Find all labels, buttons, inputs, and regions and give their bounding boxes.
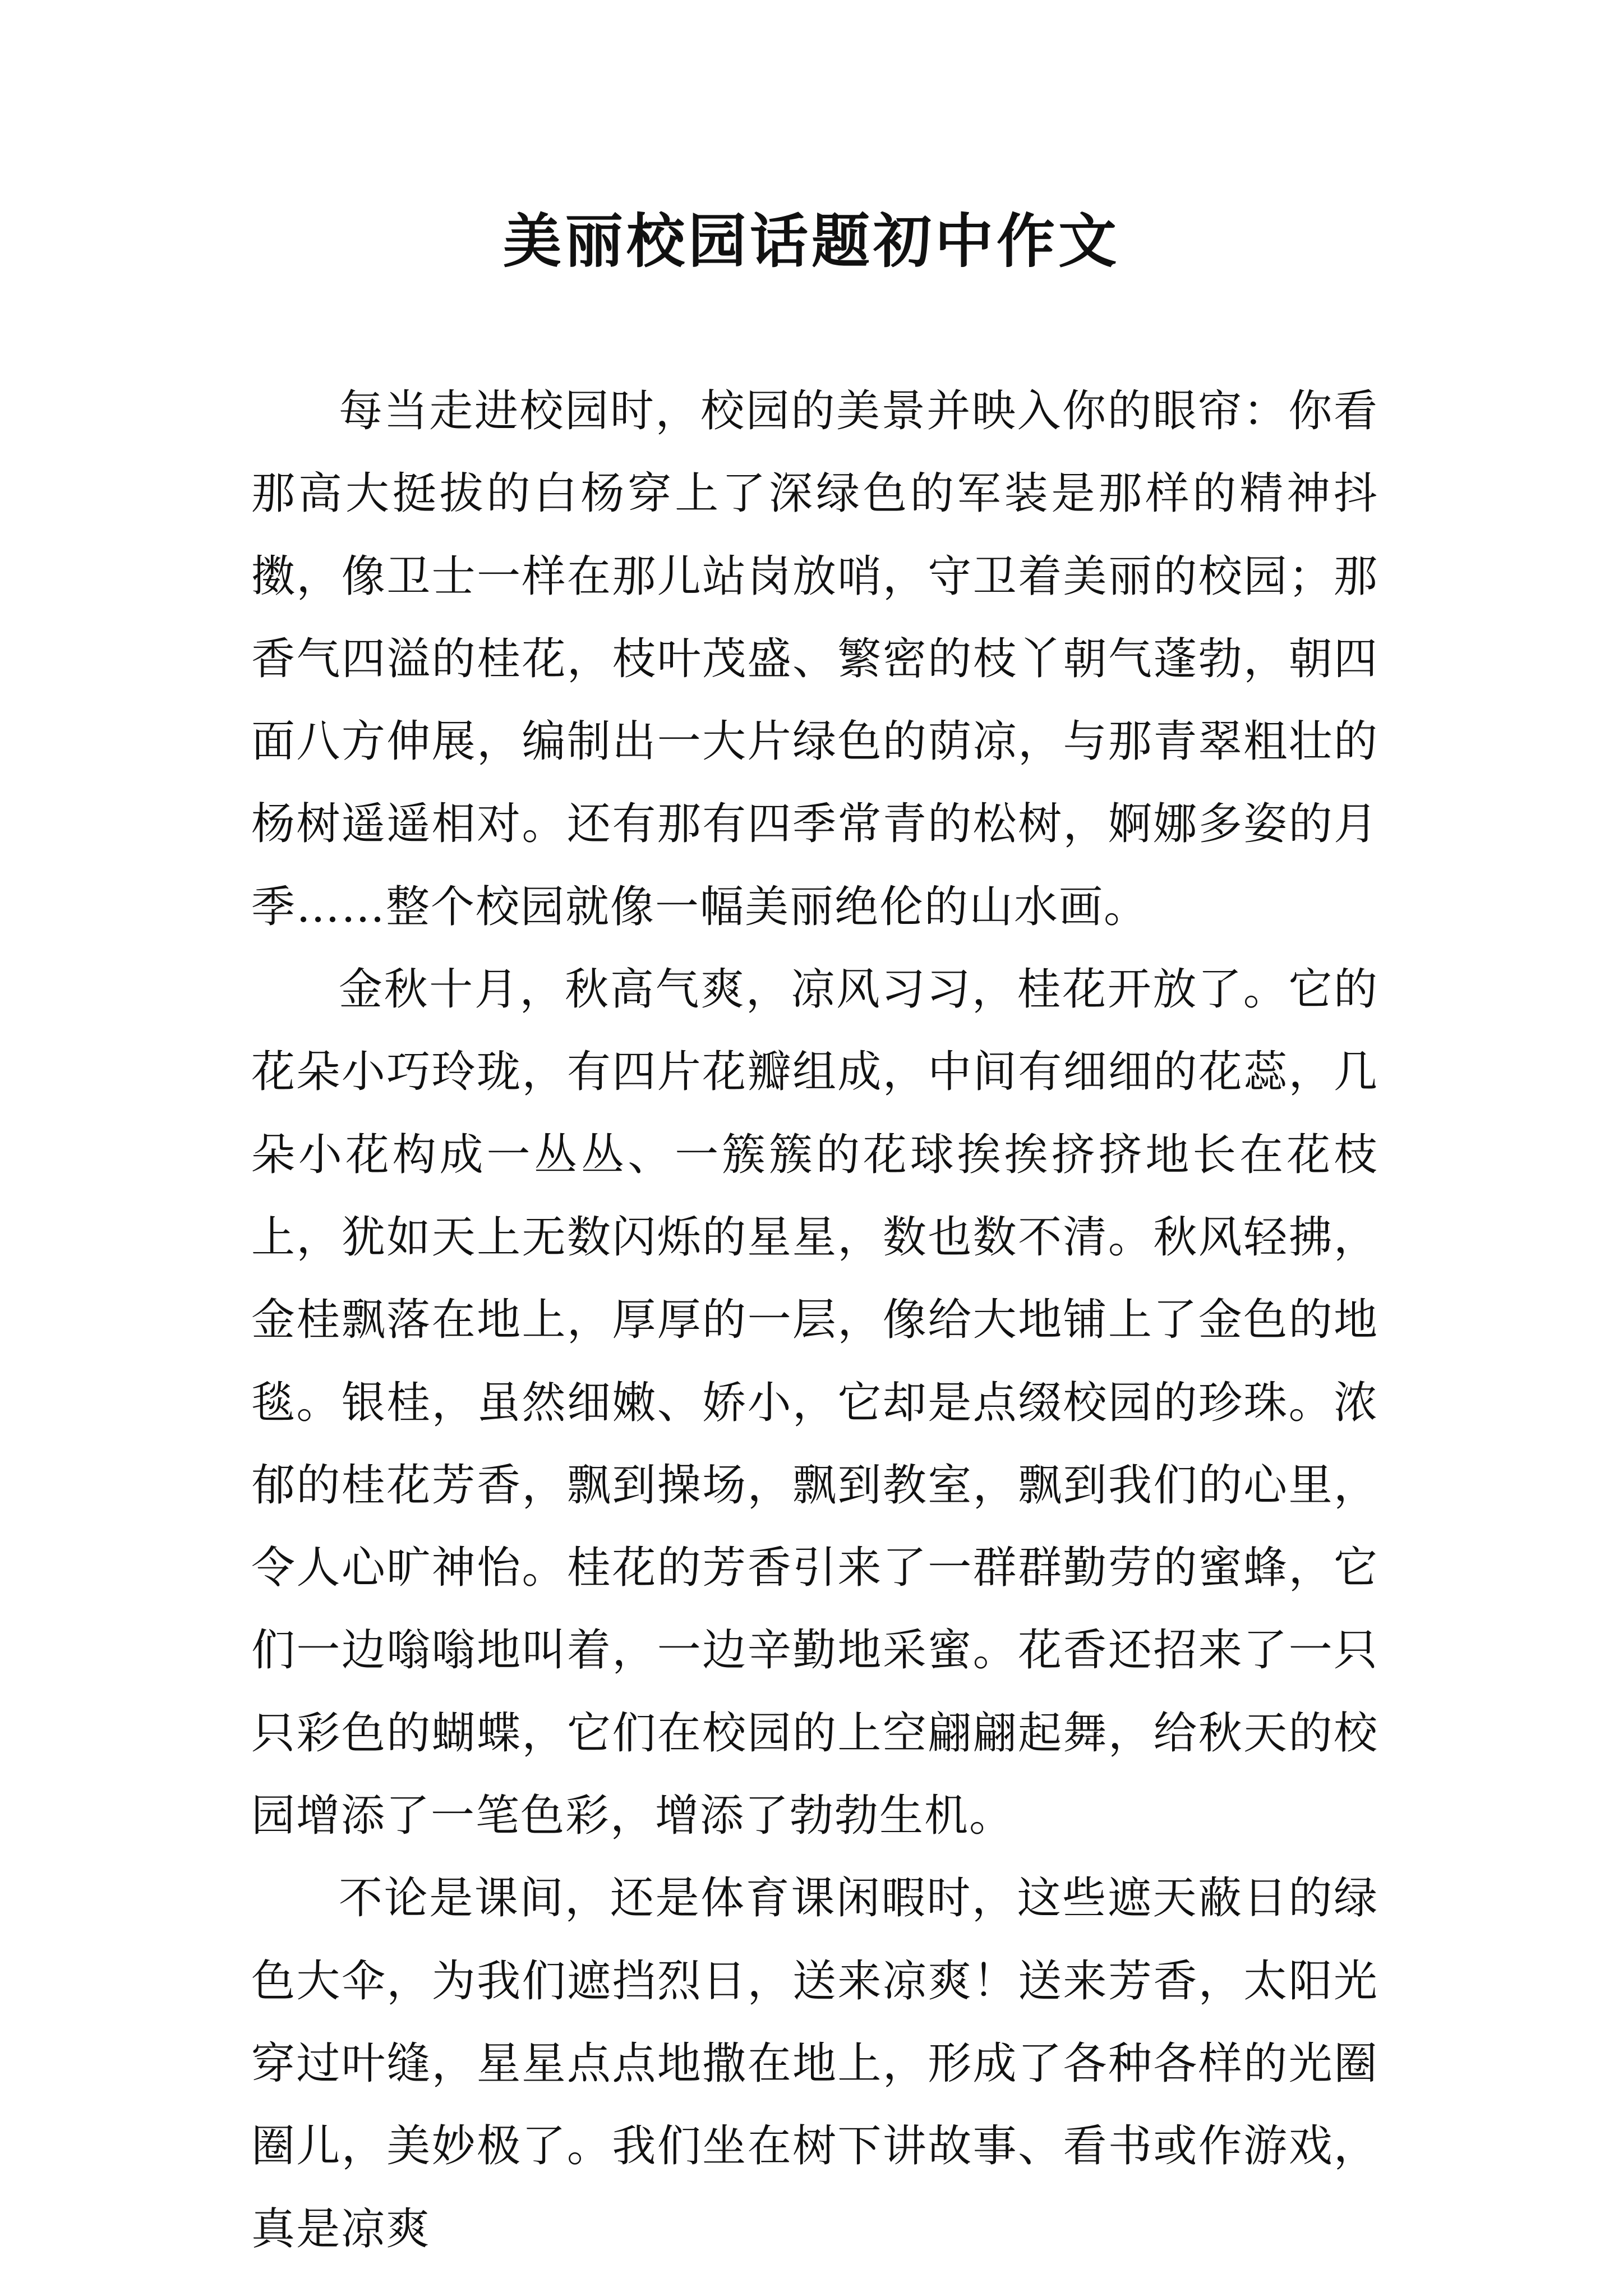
document-title: 美丽校园话题初中作文 [502,206,1120,275]
paragraph-1: 每当走进校园时，校园的美景并映入你的眼帘：你看那高大挺拔的白杨穿上了深绿色的军装是那样的精神抖擞，像卫士一样在那儿站岗放哨，守卫着美丽的校园；那香气四溢的桂花，枝叶茂盛、繁密的枝丫朝气蓬勃，朝四面八方伸展，编制出一大片绿色的荫凉，与那青翠粗壮的杨树遥遥相对。还有那有四季常青的松树，婀娜多姿的月季……整个校园就像一幅美丽绝伦的山水画。 [251,386,1378,932]
paragraph-2: 金秋十月，秋高气爽，凉风习习，桂花开放了。它的花朵小巧玲珑，有四片花瓣组成，中间有细细的花蕊，几朵小花构成一丛丛、一簇簇的花球挨挨挤挤地长在花枝上，犹如天上无数闪烁的星星，数也数不清。秋风轻拂，金桂飘落在地上，厚厚的一层，像给大地铺上了金色的地毯。银桂，虽然细嫩、娇小，它却是点缀校园的珍珠。浓郁的桂花芳香，飘到操场，飘到教室，飘到我们的心里，令人心旷神怡。桂花的芳香引来了一群群勤劳的蜜蜂，它们一边嗡嗡地叫着，一边辛勤地采蜜。花香还招来了一只只彩色的蝴蝶，它们在校园的上空翩翩起舞，给秋天的校园增添了一笔色彩，增添了勃勃生机。 [251,964,1378,1842]
document-body [251,370,1378,2271]
paragraph-3: 不论是课间，还是体育课闲暇时，这些遮天蔽日的绿色大伞，为我们遮挡烈日，送来凉爽！送来芳香，太阳光穿过叶缝，星星点点地撒在地上，形成了各种各样的光圈圈儿，美妙极了。我们坐在树下讲故事、看书或作游戏，真是凉爽 [251,1873,1378,2254]
